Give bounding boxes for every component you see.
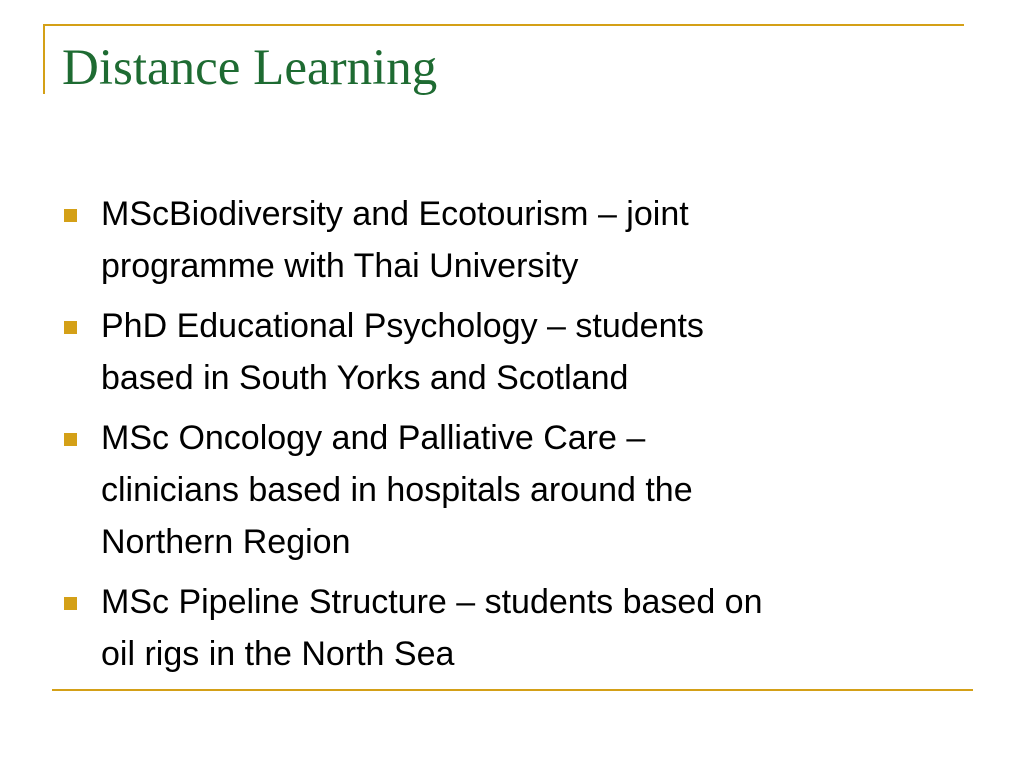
bullet-item: [64, 188, 964, 292]
left-rule: [43, 24, 45, 94]
bottom-rule: [52, 689, 973, 691]
square-bullet-icon: [64, 597, 77, 610]
bullet-text: MScBiodiversity and Ecotourism – joint programme with Thai University: [101, 195, 689, 285]
bullet-item: [64, 576, 964, 680]
bullet-list: [64, 188, 964, 688]
bullet-text: MSc Oncology and Palliative Care – clinicians based in hospitals around the Northern Region: [101, 419, 693, 561]
square-bullet-icon: [64, 321, 77, 334]
bullet-text: PhD Educational Psychology – students based in South Yorks and Scotland: [101, 307, 704, 397]
bullet-item: [64, 300, 964, 404]
square-bullet-icon: [64, 433, 77, 446]
bullet-item: [64, 412, 964, 568]
bullet-text: MSc Pipeline Structure – students based on oil rigs in the North Sea: [101, 583, 763, 673]
slide-title: Distance Learning: [62, 40, 438, 96]
top-rule: [43, 24, 964, 26]
square-bullet-icon: [64, 209, 77, 222]
